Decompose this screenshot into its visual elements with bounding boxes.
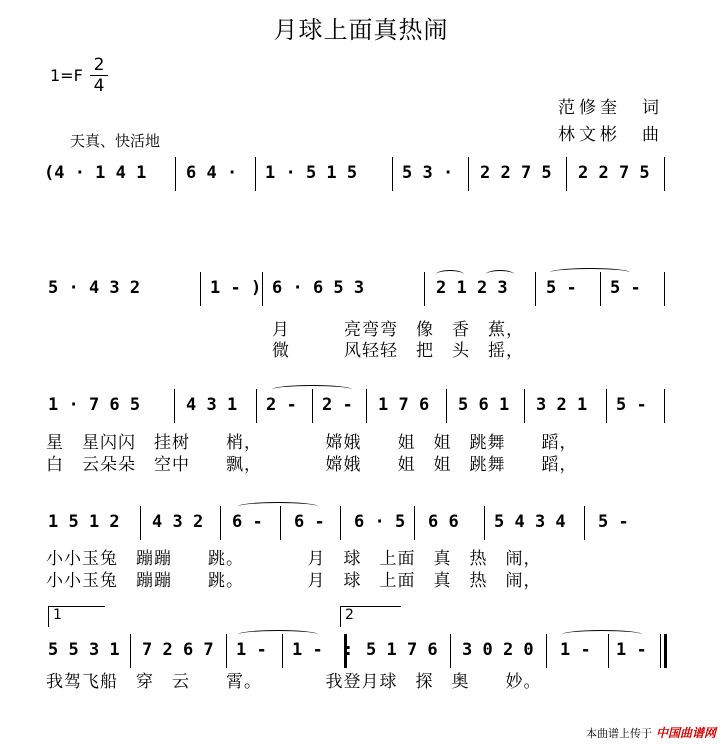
barline (468, 157, 469, 191)
measure: 5 - (616, 395, 647, 415)
measure: 3 2 1 (536, 395, 588, 415)
barline (424, 272, 425, 306)
lyric-line: 星 星闪闪 挂树 梢， 嫦娥 姐 姐 跳舞 蹈， (46, 433, 578, 453)
measure: 6 - (294, 512, 325, 532)
volta-bracket-2: 2 (340, 606, 401, 627)
slur (486, 270, 514, 279)
site-logo[interactable]: 中国曲谱网 (655, 726, 716, 740)
key-signature: 1=F (50, 66, 83, 85)
barline (226, 634, 227, 668)
footer-text: 本曲谱上传于 (585, 726, 652, 740)
tie (272, 385, 352, 394)
measure: 1 · 7 6 5 (48, 395, 141, 415)
barline (366, 389, 367, 423)
measure: 5 - (610, 278, 641, 298)
measure: 5 1 7 6 (366, 640, 438, 660)
time-signature (90, 56, 108, 95)
measure: 5 - (546, 278, 577, 298)
measure: 2 2 7 5 (480, 163, 552, 183)
tie (562, 630, 642, 639)
lyric-line: 月 亮弯弯 像 香 蕉， (272, 320, 524, 340)
measure: 4 3 1 (186, 395, 238, 415)
measure: (4 · 1 4 1 (44, 163, 147, 183)
tie (238, 630, 318, 639)
barline (600, 272, 601, 306)
measure: 2 1 2 3 (436, 278, 508, 298)
barline (280, 506, 281, 540)
measure: 1 - ) (210, 278, 262, 298)
measure: 5 3 · (402, 163, 454, 183)
tie (238, 502, 318, 511)
barline (256, 389, 257, 423)
tie (550, 268, 630, 277)
barline (484, 506, 485, 540)
barline (664, 389, 665, 423)
barline (262, 272, 263, 306)
measure: 5 6 1 (458, 395, 510, 415)
barline (140, 506, 141, 540)
measure: 4 3 2 (152, 512, 204, 532)
barline (340, 506, 341, 540)
measure: 6 · 6 5 3 (272, 278, 365, 298)
barline (446, 389, 447, 423)
measure: 2 2 7 5 (578, 163, 650, 183)
lyric-line: 微 风轻轻 把 头 摇， (272, 341, 524, 361)
barline (535, 272, 536, 306)
barline (255, 157, 256, 191)
barline (546, 634, 547, 668)
lyric-line: 小小玉兔 蹦蹦 跳。 月 球 上面 真 热 闹， (46, 549, 542, 569)
barline (584, 506, 585, 540)
measure: 1 - (236, 640, 267, 660)
measure: 5 - (598, 512, 629, 532)
time-signature-top: 2 (93, 55, 105, 75)
barline (606, 389, 607, 423)
volta-bracket-1: 1 (48, 606, 105, 627)
slur (436, 270, 464, 279)
measure: 1 - (560, 640, 591, 660)
measure: 2 - (322, 395, 353, 415)
measure: 6 6 (428, 512, 459, 532)
measure: 6 · 5 (354, 512, 406, 532)
composer-credit: 林文彬 曲 (558, 125, 663, 145)
measure: 6 - (232, 512, 263, 532)
barline (566, 157, 567, 191)
measure: 5 4 3 4 (494, 512, 566, 532)
measure: 5 5 3 1 (48, 640, 120, 660)
final-barline-thick (664, 634, 667, 668)
barline (392, 157, 393, 191)
lyric-line: 我驾飞船 穿 云 霄。 我登月球 探 奥 妙。 (46, 672, 542, 692)
barline (175, 157, 176, 191)
footer (586, 724, 716, 741)
measure: 1 - : (292, 640, 354, 660)
barline (282, 634, 283, 668)
barline (450, 634, 451, 668)
measure: 7 2 6 7 (142, 640, 214, 660)
measure: 3 0 2 0 (462, 640, 534, 660)
lyricist-credit: 范修奎 词 (558, 98, 663, 118)
measure: 1 7 6 (378, 395, 430, 415)
measure: 6 4 · (186, 163, 238, 183)
barline (524, 389, 525, 423)
barline (312, 389, 313, 423)
measure: 1 - (616, 640, 647, 660)
time-signature-bottom: 4 (93, 76, 105, 96)
lyric-line: 小小玉兔 蹦蹦 跳。 月 球 上面 真 热 闹， (46, 571, 542, 591)
barline (664, 272, 665, 306)
barline (174, 389, 175, 423)
tempo-marking: 天真、快活地 (70, 132, 161, 150)
measure: 5 · 4 3 2 (48, 278, 141, 298)
barline (220, 506, 221, 540)
barline (608, 634, 609, 668)
barline (414, 506, 415, 540)
lyric-line: 白 云朵朵 空中 飘， 嫦娥 姐 姐 跳舞 蹈， (46, 455, 578, 475)
measure: 2 - (266, 395, 297, 415)
barline (664, 157, 665, 191)
final-barline (660, 634, 661, 668)
measure: 1 · 5 1 5 (265, 163, 358, 183)
barline (130, 634, 131, 668)
page-title: 月球上面真热闹 (273, 16, 449, 44)
measure: 1 5 1 2 (48, 512, 120, 532)
barline (200, 272, 201, 306)
